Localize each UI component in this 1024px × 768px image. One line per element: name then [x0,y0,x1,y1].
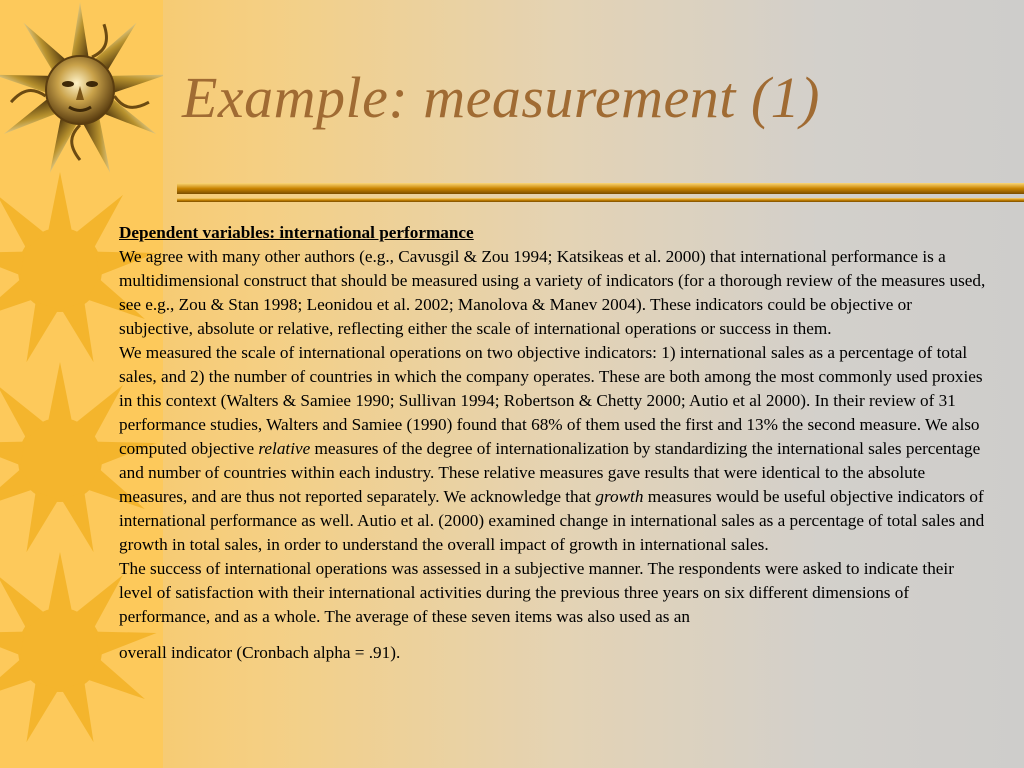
title-divider [177,183,1024,203]
slide-title: Example: measurement (1) [182,65,820,130]
slide-body [119,221,989,665]
sun-face-icon [0,0,163,175]
emphasis-text: growth [595,487,644,506]
paragraph-text: We agree with many other authors (e.g., Cavusgil & Zou 1994; Katsikeas et al. 2000) that international performance is a multidimensional construct that should be measured using a variety of indicators (for a thorough review of the measures used, see e.g., Zou & Stan 1998; Leonidou et al. 2002; Manolova & Manev 2004). These indicators could be objective or subjective, absolute or relative, reflecting either the scale of international operations or success in them. [119,247,986,338]
paragraph [119,557,989,665]
section-heading: Dependent variables: international performance [119,223,474,242]
paragraph [119,245,989,341]
paragraph-text: measures would be useful objective indicators of international performance as well. Autio et al. (2000) examined change in international sales as a percentage of total sales and growth in total sales, in order to understand the overall impact of growth in international sales. [119,487,985,554]
paragraph-text: The success of international operations was assessed in a subjective manner. The respondents were asked to indicate their level of satisfaction with their international activities during the previous three years on six different dimensions of performance, and as a whole. The average of these seven items was also used as an [119,559,954,626]
paragraph-text: overall indicator (Cronbach alpha = .91). [119,643,401,662]
paragraph-text: We measured the scale of international operations on two objective indicators: 1) international sales as a percentage of total sales, and 2) the number of countries in which the company operates. These are both among the most commonly used proxies in this context (Walters & Samiee 1990; Sullivan 1994; Robertson & Chetty 2000; Autio et al 2000). In their review of 31 performance studies, Walters and Samiee (1990) found that 68% of them used the first and 13% the second measure. We also computed objective [119,343,983,458]
paragraph-text: measures of the degree of internationalization by standardizing the international sales percentage and number of countries within each industry. These relative measures gave results that were identical to the absolute measures, and are thus not reported separately. We acknowledge that [119,439,981,506]
emphasis-text: relative [258,439,311,458]
paragraph [119,341,989,557]
